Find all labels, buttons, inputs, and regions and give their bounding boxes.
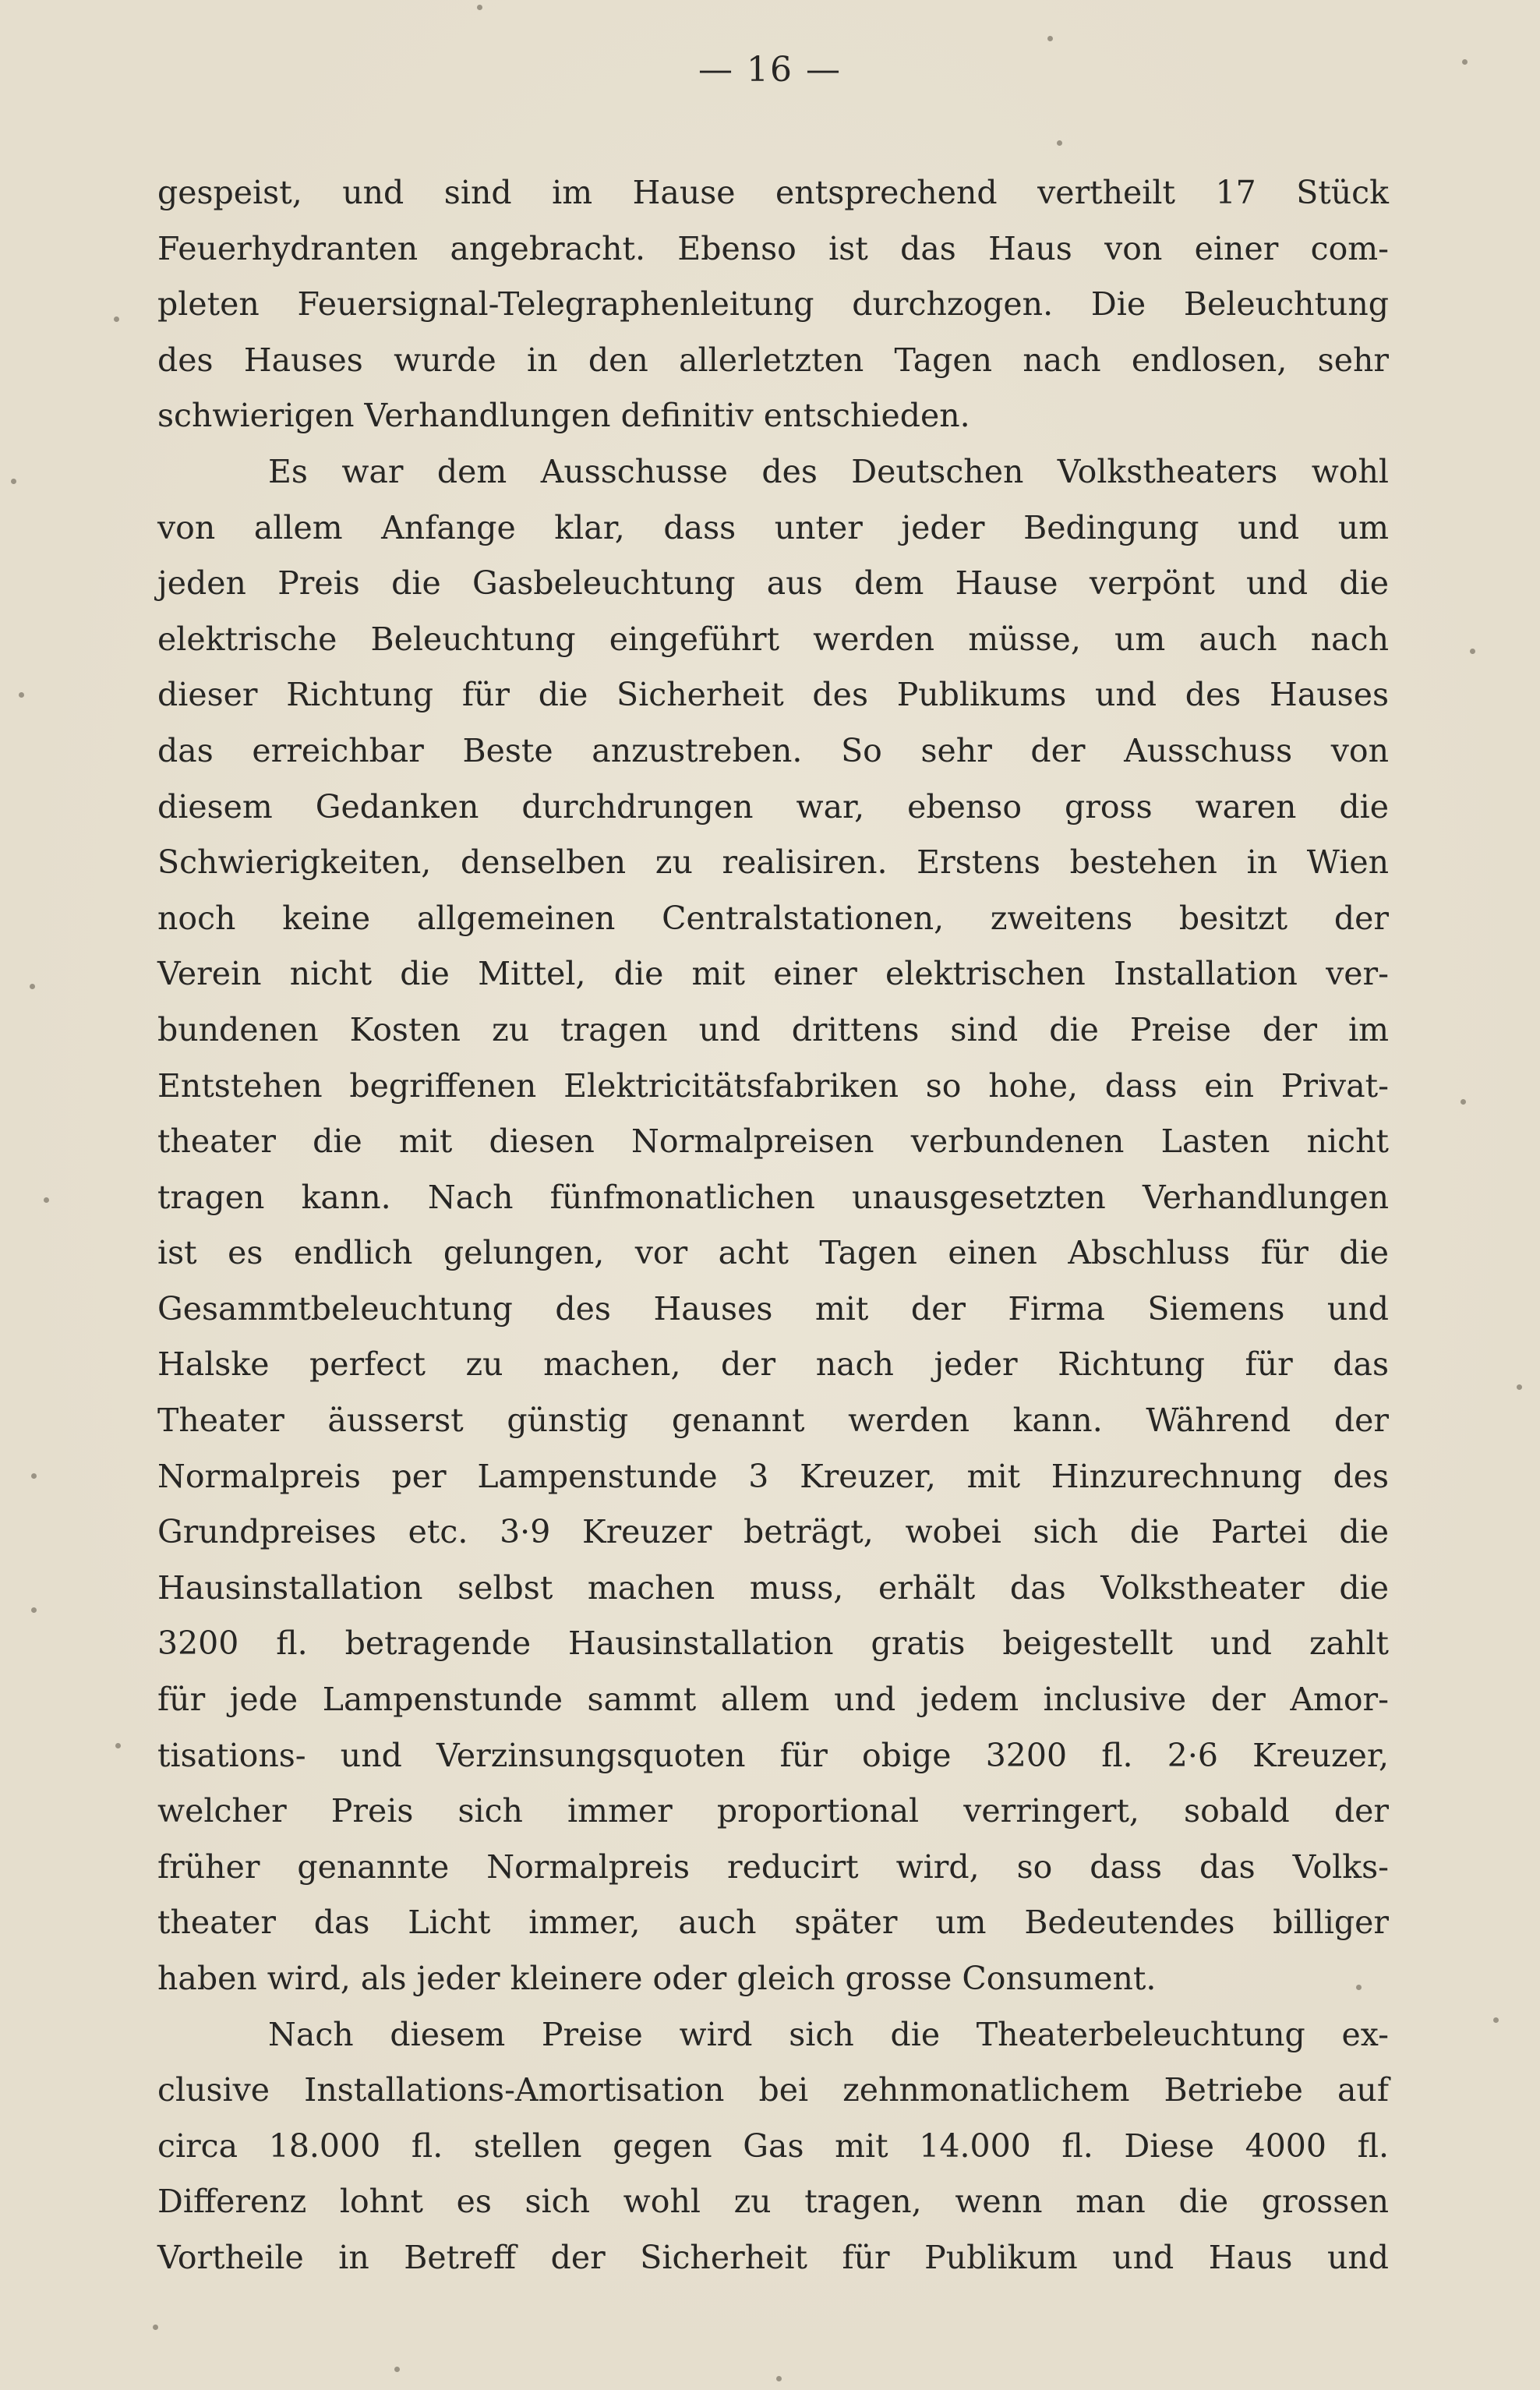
text-line: Nach diesem Preise wird sich die Theaterbeleuchtung ex-: [268, 2015, 1389, 2053]
text-line: Verein nicht die Mittel, die mit einer elektrischen Installation ver-: [157, 955, 1389, 993]
text-line: Entstehen begriffenen Elektricitätsfabriken so hohe, dass ein Privat-: [157, 1066, 1389, 1105]
text-line: bundenen Kosten zu tragen und drittens sind die Preise der im: [157, 1010, 1389, 1048]
paper-speck: [1356, 1985, 1362, 1990]
paper-speck: [776, 2376, 782, 2381]
paper-speck: [31, 1473, 37, 1479]
text-line: tragen kann. Nach fünfmonatlichen unausgesetzten Verhandlungen: [157, 1178, 1389, 1216]
text-line: 3200 fl. betragende Hausinstallation gratis beigestellt und zahlt: [157, 1625, 1389, 1663]
body-text: [157, 165, 1389, 2286]
text-line: Vortheile in Betreff der Sicherheit für Publikum und Haus und: [157, 2238, 1389, 2276]
text-line: welcher Preis sich immer proportional verringert, sobald der: [157, 1792, 1389, 1830]
text-line: Schwierigkeiten, denselben zu realisiren. Erstens bestehen in Wien: [157, 843, 1389, 882]
text-line: ist es endlich gelungen, vor acht Tagen einen Abschluss für die: [157, 1234, 1389, 1272]
text-line: theater die mit diesen Normalpreisen verbundenen Lasten nicht: [157, 1123, 1389, 1161]
text-line: Halske perfect zu machen, der nach jeder Richtung für das: [157, 1345, 1389, 1384]
text-line: Gesammtbeleuchtung des Hauses mit der Firma Siemens und: [157, 1289, 1389, 1328]
paper-speck: [477, 5, 482, 10]
text-line: Differenz lohnt es sich wohl zu tragen, wenn man die grossen: [157, 2183, 1389, 2221]
paper-speck: [394, 2367, 400, 2372]
paper-speck: [115, 1743, 121, 1748]
text-line: das erreichbar Beste anzustreben. So sehr der Ausschuss von: [157, 731, 1389, 769]
text-line: gespeist, und sind im Hause entsprechend vertheilt 17 Stück: [157, 174, 1389, 211]
text-line: Es war dem Ausschusse des Deutschen Volkstheaters wohl: [268, 452, 1389, 490]
text-line: für jede Lampenstunde sammt allem und jedem inclusive der Amor-: [157, 1681, 1389, 1719]
text-line: pleten Feuersignal-Telegraphenleitung durchzogen. Die Beleuchtung: [157, 285, 1389, 323]
paper-speck: [11, 479, 16, 484]
paper-speck: [1461, 1099, 1466, 1105]
paper-speck: [1047, 36, 1053, 41]
paper-speck: [31, 1607, 37, 1613]
paper-speck: [1462, 59, 1468, 65]
text-line: schwierigen Verhandlungen definitiv entschieden.: [157, 397, 970, 435]
text-line: jeden Preis die Gasbeleuchtung aus dem Hause verpönt und die: [157, 564, 1389, 603]
text-line: elektrische Beleuchtung eingeführt werden müsse, um auch nach: [157, 620, 1389, 658]
text-line: dieser Richtung für die Sicherheit des Publikums und des Hauses: [157, 676, 1389, 714]
text-line: clusive Installations-Amortisation bei zehnmonatlichem Betriebe auf: [157, 2071, 1389, 2109]
text-line: haben wird, als jeder kleinere oder gleich grosse Consument.: [157, 1960, 1157, 1997]
paper-speck: [44, 1197, 49, 1203]
text-line: früher genannte Normalpreis reducirt wird, so dass das Volks-: [157, 1847, 1389, 1886]
page-number: — 16 —: [698, 50, 842, 90]
paper-speck: [1493, 2017, 1499, 2023]
text-line: Normalpreis per Lampenstunde 3 Kreuzer, mit Hinzurechnung des: [157, 1457, 1389, 1495]
paper-speck: [30, 984, 35, 989]
text-line: Theater äusserst günstig genannt werden kann. Während der: [157, 1402, 1389, 1440]
text-line: tisations- und Verzinsungsquoten für obige 3200 fl. 2·6 Kreuzer,: [157, 1736, 1389, 1774]
text-line: Feuerhydranten angebracht. Ebenso ist das Haus von einer com-: [157, 229, 1389, 267]
paper-speck: [19, 692, 24, 698]
text-line: Grundpreises etc. 3·9 Kreuzer beträgt, wobei sich die Partei die: [157, 1513, 1389, 1551]
paper-speck: [1470, 649, 1475, 654]
paper-speck: [1057, 140, 1062, 146]
text-line: circa 18.000 fl. stellen gegen Gas mit 14.000 fl. Diese 4000 fl.: [157, 2127, 1389, 2165]
paper-speck: [153, 2325, 158, 2330]
text-line: von allem Anfange klar, dass unter jeder Bedingung und um: [157, 508, 1389, 546]
text-line: noch keine allgemeinen Centralstationen, zweitens besitzt der: [157, 899, 1389, 937]
text-line: des Hauses wurde in den allerletzten Tagen nach endlosen, sehr: [157, 341, 1389, 379]
paper-speck: [1517, 1384, 1522, 1390]
text-line: Hausinstallation selbst machen muss, erhält das Volkstheater die: [157, 1568, 1389, 1607]
paper-speck: [114, 316, 119, 322]
text-line: theater das Licht immer, auch später um Bedeutendes billiger: [157, 1904, 1389, 1942]
text-line: diesem Gedanken durchdrungen war, ebenso gross waren die: [157, 787, 1389, 826]
